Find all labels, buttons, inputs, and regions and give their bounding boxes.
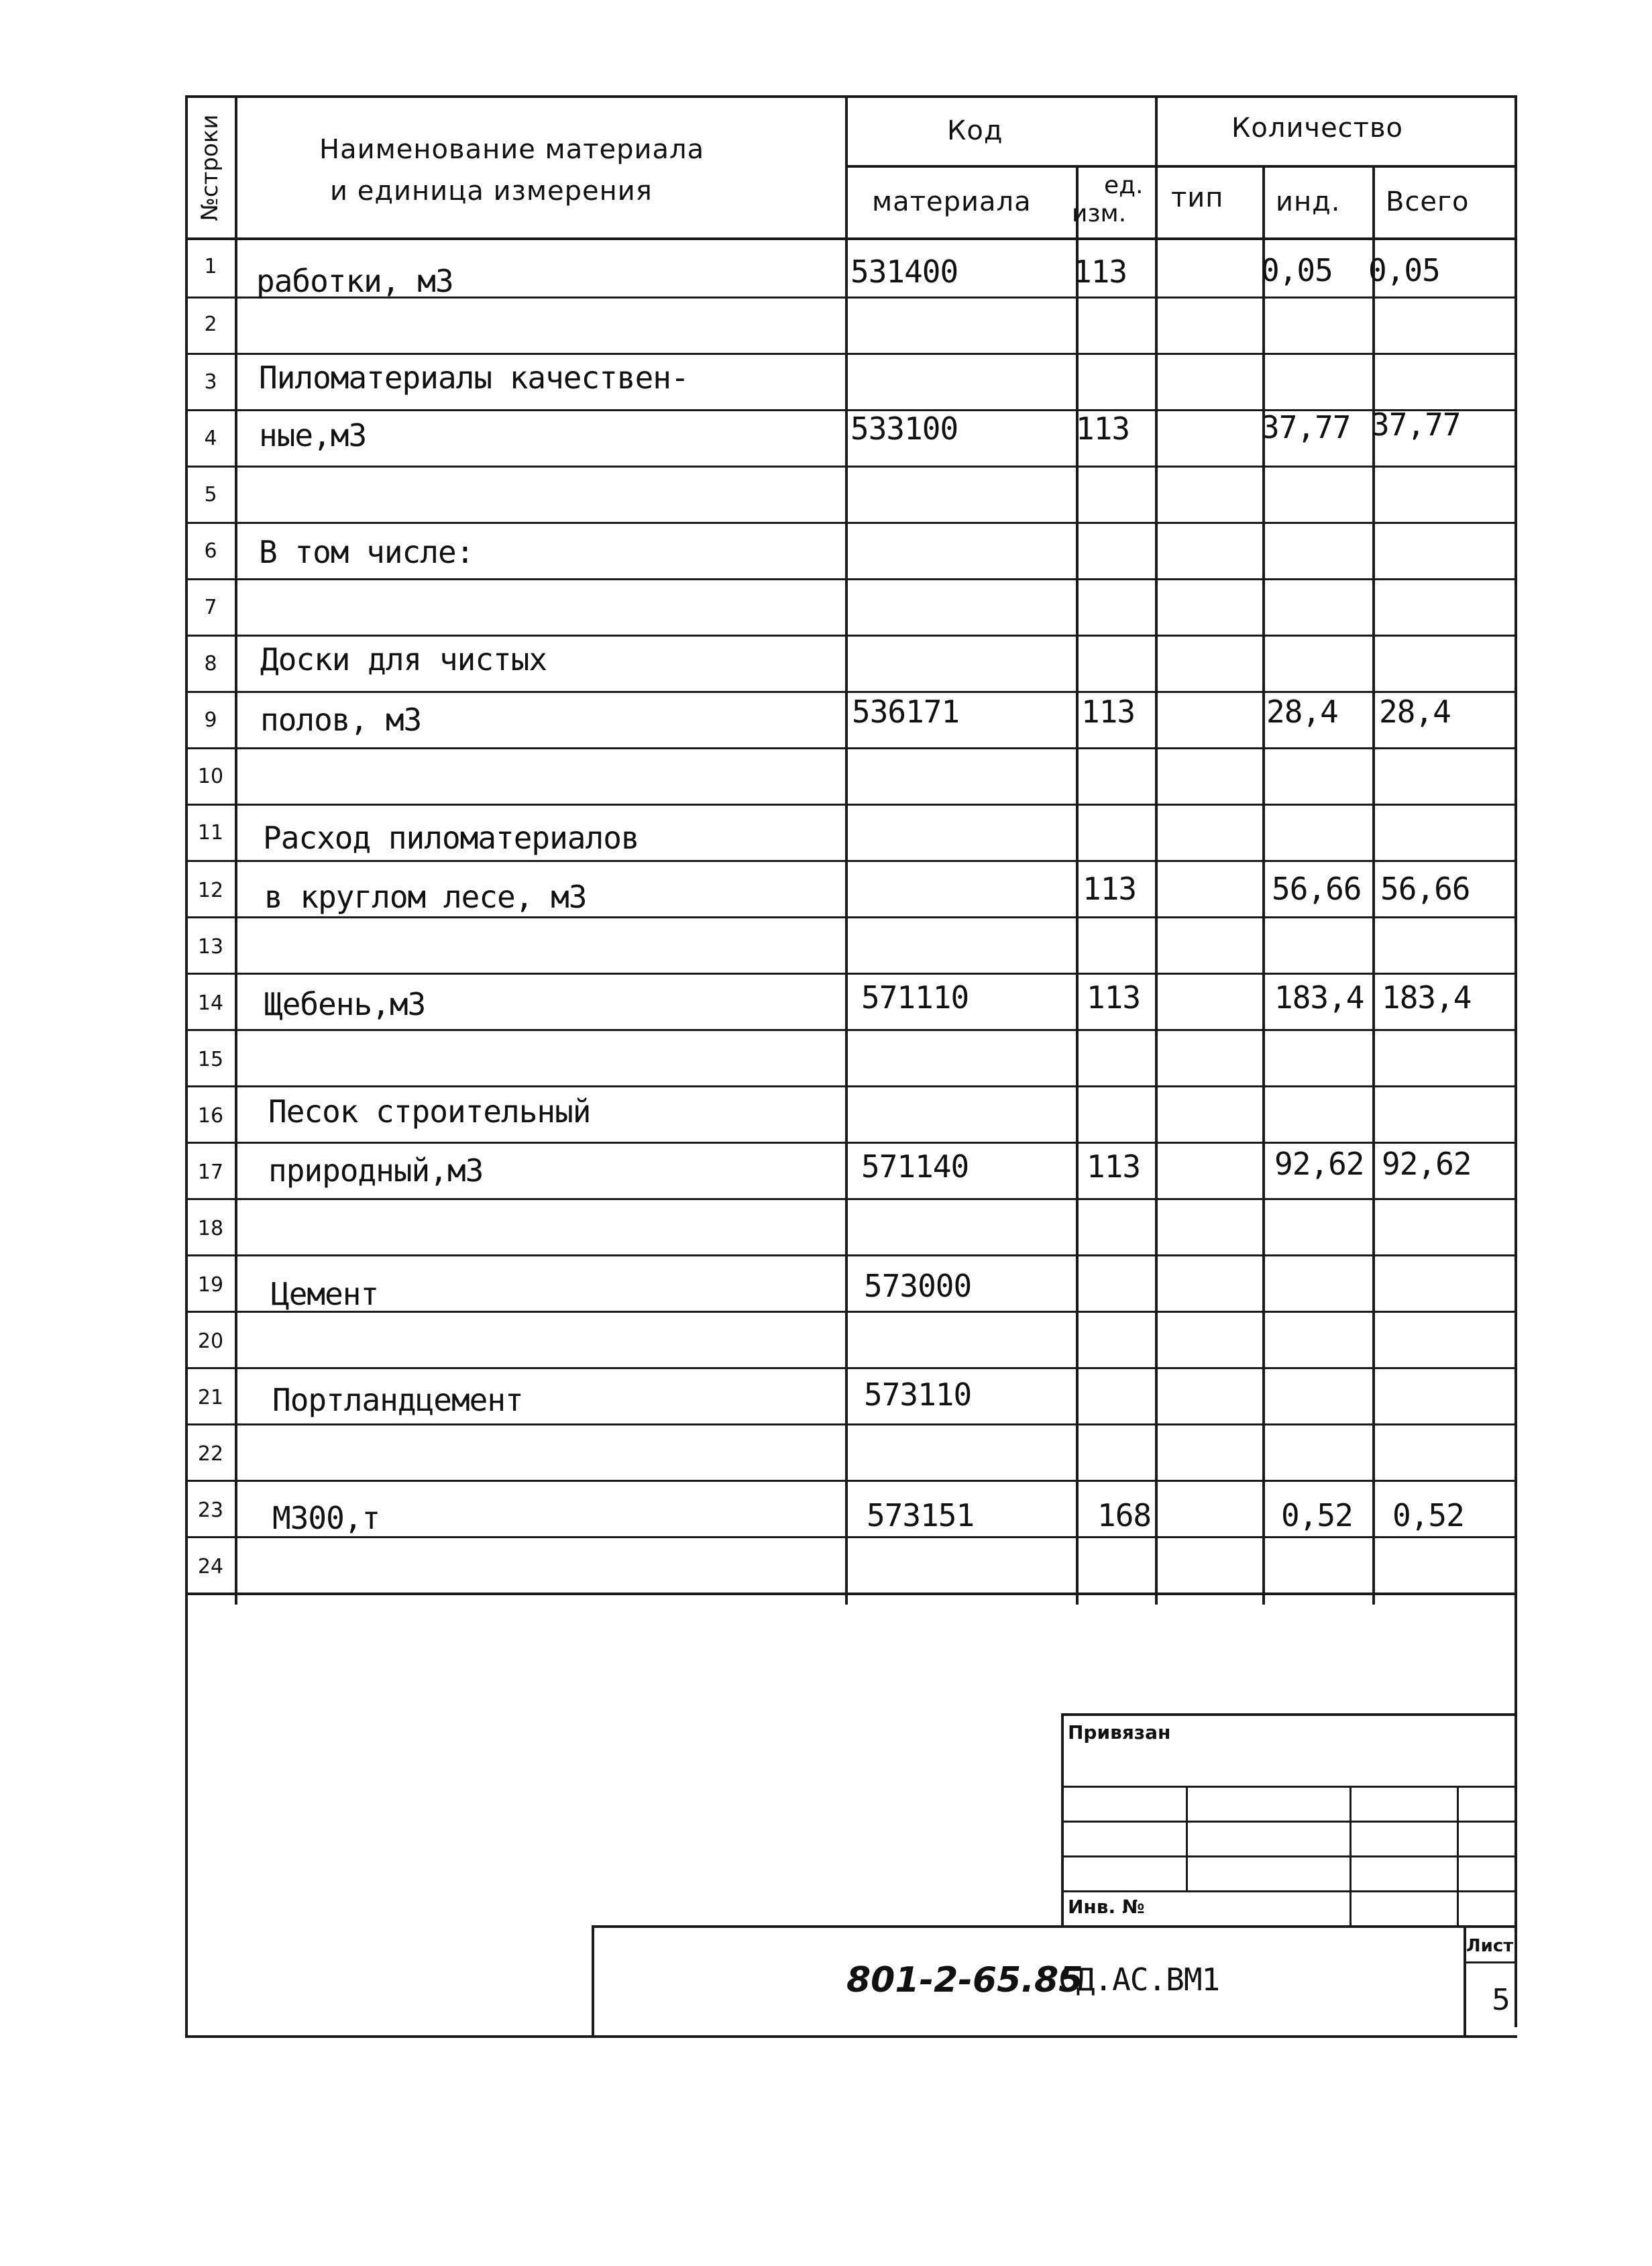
ind-subheader: инд. [1276, 186, 1341, 217]
row-number: 5 [204, 483, 217, 506]
col-line-type [1262, 165, 1265, 1605]
row-line [185, 804, 1515, 806]
material-code: 573110 [864, 1377, 972, 1413]
table-bottom-line [185, 1593, 1515, 1595]
stamp-row-line [1061, 1821, 1515, 1823]
row-line [185, 973, 1515, 975]
sheet-label: Лист [1466, 1936, 1514, 1956]
name-header-line2: и единица измерения [330, 176, 653, 207]
row-number: 1 [204, 255, 217, 278]
name-header-line1: Наименование материала [319, 134, 705, 165]
quantity-ind: 28,4 [1266, 694, 1338, 730]
stamp-row-line [1061, 1855, 1515, 1857]
material-name: работки, м3 [256, 263, 453, 299]
material-name: Портландцемент [272, 1382, 523, 1418]
document-code: СД.АС.ВМ1 [1058, 1961, 1220, 1998]
sheet-number: 5 [1492, 1983, 1510, 2017]
quantity-ind: 37,77 [1261, 409, 1351, 445]
row-number: 21 [197, 1386, 224, 1409]
col-line-ind [1372, 165, 1375, 1605]
material-name: Пиломатериалы качествен- [259, 360, 689, 396]
quantity-total: 37,77 [1371, 407, 1461, 443]
material-name: полов, м3 [260, 702, 422, 738]
quantity-total: 0,52 [1392, 1497, 1464, 1533]
frame-bottom-border [185, 2035, 1517, 2038]
col-line-unit [1155, 95, 1158, 1605]
row-number: 9 [204, 708, 217, 732]
row-number: 17 [197, 1161, 224, 1184]
row-line [185, 353, 1515, 355]
frame-top-border [185, 95, 1517, 98]
material-name: Цемент [271, 1276, 379, 1312]
row-line [185, 578, 1515, 580]
row-line [185, 747, 1515, 749]
quantity-ind: 0,52 [1281, 1497, 1353, 1533]
type-subheader: тип [1171, 182, 1224, 213]
stamp-col-line [1186, 1786, 1188, 1890]
material-code: 571110 [861, 979, 969, 1016]
header-divider-top [845, 165, 1515, 168]
col-line-code [1076, 165, 1079, 1605]
material-code: 533100 [850, 411, 958, 447]
row-line [185, 1536, 1515, 1538]
row-number: 14 [197, 991, 224, 1015]
stamp-row-line [1061, 1890, 1515, 1892]
row-line [185, 635, 1515, 637]
row-line [185, 1142, 1515, 1144]
attached-label: Привязан [1068, 1721, 1171, 1743]
row-number: 3 [204, 370, 217, 394]
row-number: 16 [197, 1104, 224, 1128]
material-code: 571140 [861, 1148, 969, 1185]
inventory-number-label: Инв. № [1068, 1896, 1145, 1918]
row-number: 15 [197, 1048, 224, 1071]
row-line [185, 522, 1515, 524]
row-line [185, 1254, 1515, 1256]
unit-code: 113 [1083, 871, 1137, 907]
unit-code: 113 [1073, 254, 1127, 290]
row-line [185, 691, 1515, 693]
unit-code: 168 [1097, 1497, 1152, 1533]
unit-subheader-line2: изм. [1072, 200, 1127, 227]
row-line [185, 916, 1515, 918]
material-name: Песок строительный [268, 1093, 591, 1130]
material-code: 573151 [867, 1497, 975, 1533]
quantity-ind: 92,62 [1274, 1146, 1364, 1182]
quantity-ind: 0,05 [1261, 252, 1333, 288]
row-number: 11 [197, 821, 224, 845]
quantity-ind: 183,4 [1274, 979, 1364, 1016]
material-subheader: материала [872, 186, 1032, 217]
row-number: 19 [197, 1273, 224, 1297]
row-number: 4 [204, 427, 217, 450]
quantity-total: 92,62 [1382, 1146, 1472, 1182]
quantity-ind: 56,66 [1272, 871, 1362, 907]
row-number: 8 [204, 652, 217, 676]
row-number: 12 [197, 879, 224, 902]
row-number: 13 [197, 935, 224, 959]
row-line [185, 1029, 1515, 1031]
quantity-total: 28,4 [1379, 694, 1451, 730]
material-name: М300,т [272, 1500, 380, 1536]
col-line-rownum [235, 95, 237, 1605]
material-code: 536171 [852, 694, 960, 730]
row-line [185, 1480, 1515, 1482]
total-subheader: Всего [1386, 186, 1470, 217]
material-name: В том числе: [259, 534, 474, 570]
frame-left-border [185, 95, 188, 2037]
stamp-col-line [1457, 1786, 1459, 1928]
stamp-row-line [1061, 1786, 1515, 1788]
header-divider-bottom [185, 237, 1515, 240]
row-number-header: №строки [197, 114, 223, 221]
material-name: в круглом лесе, м3 [264, 879, 587, 915]
row-line [185, 1367, 1515, 1369]
material-name: Доски для чистых [260, 641, 547, 678]
sheet-box-divider [1464, 1961, 1517, 1963]
row-number: 20 [197, 1330, 224, 1353]
material-name: Щебень,м3 [264, 986, 426, 1022]
row-line [185, 860, 1515, 862]
quantity-total: 0,05 [1368, 252, 1440, 288]
row-number: 2 [204, 313, 217, 336]
unit-subheader-line1: ед. [1104, 172, 1144, 199]
frame-right-border [1515, 95, 1517, 2027]
row-line [185, 1311, 1515, 1313]
quantity-header: Количество [1231, 113, 1404, 144]
row-number: 23 [197, 1499, 224, 1522]
row-number: 18 [197, 1217, 224, 1240]
row-number: 6 [204, 539, 217, 563]
material-code: 573000 [864, 1268, 972, 1304]
unit-code: 113 [1087, 979, 1141, 1016]
unit-code: 113 [1081, 694, 1136, 730]
unit-code: 113 [1087, 1148, 1141, 1185]
row-number: 7 [204, 596, 217, 619]
unit-code: 113 [1076, 411, 1130, 447]
material-name: природный,м3 [268, 1152, 484, 1189]
quantity-total: 183,4 [1382, 979, 1472, 1016]
row-number: 22 [197, 1442, 224, 1466]
stamp-col-line [1350, 1786, 1352, 1928]
row-line [185, 1085, 1515, 1087]
col-line-name [845, 95, 848, 1605]
material-code: 531400 [850, 254, 958, 290]
row-number: 10 [197, 765, 224, 788]
code-header: Код [947, 115, 1003, 146]
quantity-total: 56,66 [1380, 871, 1470, 907]
stamp-top-line [1061, 1713, 1515, 1716]
row-line [185, 1198, 1515, 1200]
doc-block-left-line [592, 1925, 594, 2038]
row-line [185, 466, 1515, 468]
material-name: Расход пиломатериалов [263, 820, 639, 856]
doc-block-top-line [592, 1925, 1517, 1928]
row-line [185, 1423, 1515, 1425]
document-number: 801-2-65.85 [846, 1960, 1083, 2000]
material-name: ные,м3 [259, 417, 367, 453]
row-number: 24 [197, 1555, 224, 1578]
